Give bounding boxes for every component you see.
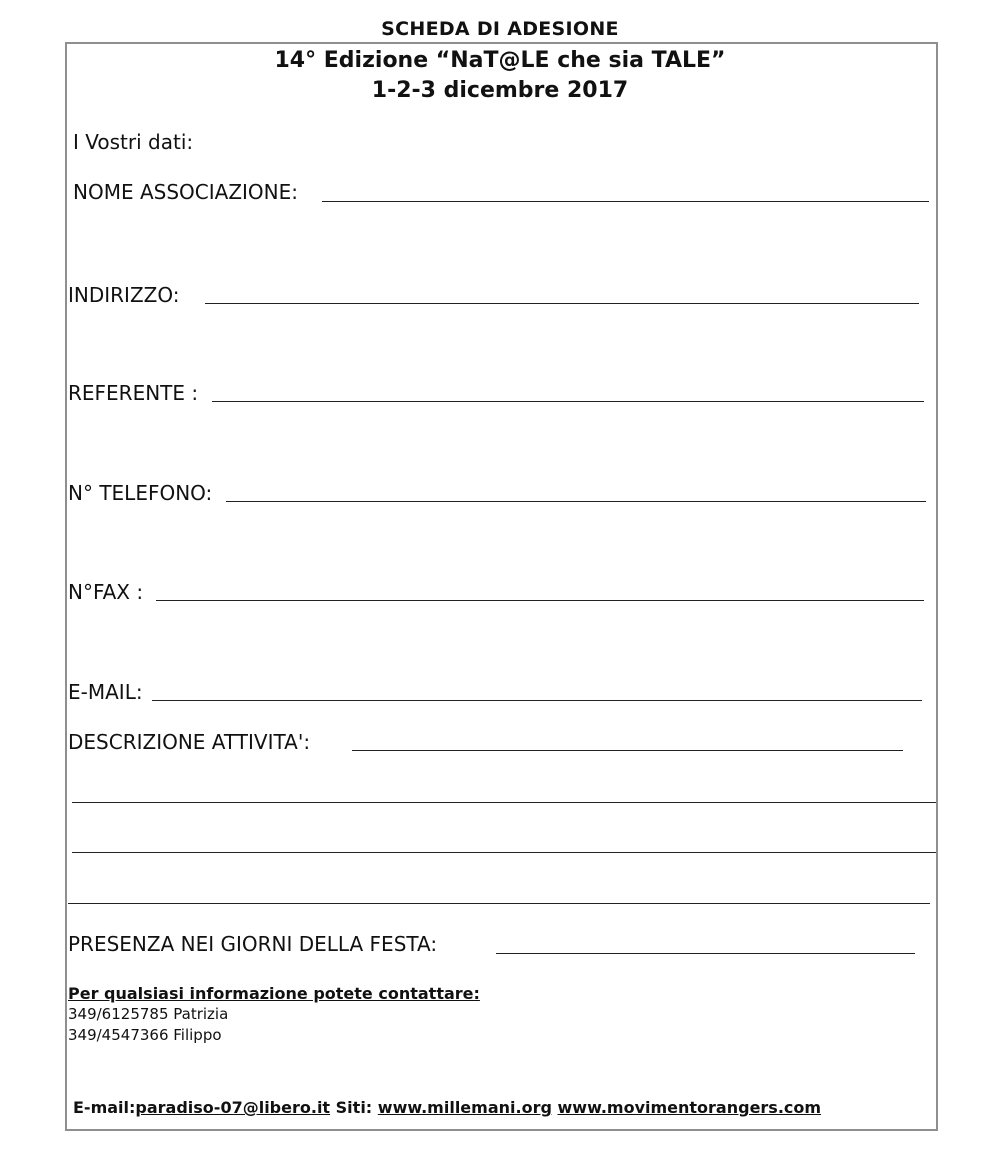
form-heading: SCHEDA DI ADESIONE <box>381 18 619 40</box>
descrizione-line-4[interactable] <box>68 903 930 904</box>
field-label-fax: N°FAX : <box>68 580 144 604</box>
footer-sites-label: Siti: <box>335 1098 373 1117</box>
field-label-presenza: PRESENZA NEI GIORNI DELLA FESTA: <box>68 932 438 956</box>
footer-email-link[interactable]: paradiso-07@libero.it <box>135 1098 331 1117</box>
field-line-descrizione[interactable] <box>352 750 903 751</box>
footer-contacts <box>73 1098 821 1117</box>
field-line-referente[interactable] <box>212 401 924 402</box>
edition-title: 14° Edizione “NaT@LE che sia TALE” <box>274 48 726 73</box>
intro-label: I Vostri dati: <box>73 130 194 154</box>
field-line-associazione[interactable] <box>322 201 929 202</box>
form-frame <box>65 42 938 1131</box>
field-line-email[interactable] <box>152 700 922 701</box>
field-line-fax[interactable] <box>156 600 924 601</box>
footer-site-movimentorangers[interactable]: www.movimentorangers.com <box>557 1098 822 1117</box>
field-label-email: E-MAIL: <box>68 680 143 704</box>
edition-dates: 1-2-3 dicembre 2017 <box>371 78 629 103</box>
field-label-associazione: NOME ASSOCIAZIONE: <box>73 180 298 204</box>
footer-email-label: E-mail: <box>73 1098 136 1117</box>
field-line-presenza[interactable] <box>496 953 915 954</box>
field-label-telefono: N° TELEFONO: <box>68 481 213 505</box>
field-label-descrizione: DESCRIZIONE ATTIVITA': <box>68 730 311 754</box>
field-label-referente: REFERENTE : <box>68 381 199 405</box>
field-label-indirizzo: INDIRIZZO: <box>68 283 180 307</box>
descrizione-line-2[interactable] <box>72 802 936 803</box>
field-line-telefono[interactable] <box>226 501 926 502</box>
contact-patrizia: 349/6125785 Patrizia <box>68 1005 229 1023</box>
contact-filippo: 349/4547366 Filippo <box>68 1026 222 1044</box>
footer-site-millemani[interactable]: www.millemani.org <box>377 1098 552 1117</box>
contacts-heading: Per qualsiasi informazione potete contattare: <box>68 984 480 1003</box>
field-line-indirizzo[interactable] <box>205 303 919 304</box>
descrizione-line-3[interactable] <box>72 852 936 853</box>
